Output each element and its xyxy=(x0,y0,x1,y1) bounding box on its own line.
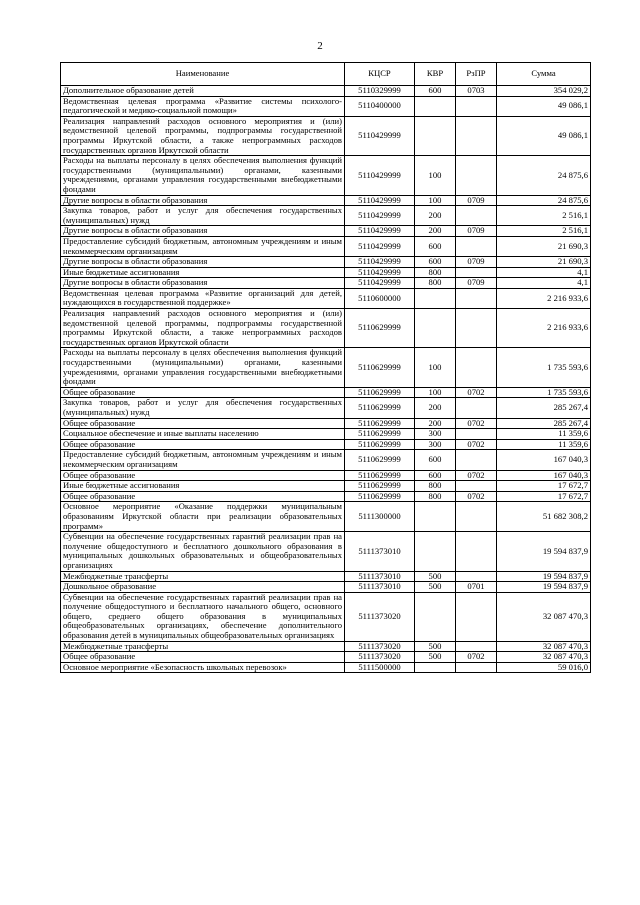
row-kvr: 800 xyxy=(415,491,456,502)
row-kvr: 100 xyxy=(415,195,456,206)
row-rzpr: 0709 xyxy=(456,226,497,237)
row-name: Расходы на выплаты персоналу в целях обеспечения выполнения функций государственными (муниципальными) органами, казенными учреждениями, органами управления государственными внебюджетными фондами xyxy=(61,156,345,195)
table-row xyxy=(61,257,591,268)
row-kvr: 800 xyxy=(415,481,456,492)
row-sum: 4,1 xyxy=(497,267,591,278)
row-kvr: 200 xyxy=(415,226,456,237)
row-rzpr xyxy=(456,348,497,387)
row-kvr: 600 xyxy=(415,236,456,256)
row-kcsr: 5110629999 xyxy=(345,348,415,387)
row-sum: 19 594 837,9 xyxy=(497,582,591,593)
row-name: Общее образование xyxy=(61,470,345,481)
row-name: Межбюджетные трансферты xyxy=(61,571,345,582)
table-row xyxy=(61,226,591,237)
row-sum: 17 672,7 xyxy=(497,491,591,502)
row-rzpr xyxy=(456,481,497,492)
row-kvr: 100 xyxy=(415,348,456,387)
row-sum: 19 594 837,9 xyxy=(497,571,591,582)
header-kcsr: КЦСР xyxy=(345,63,415,86)
row-kcsr: 5111373020 xyxy=(345,652,415,663)
row-kcsr: 5111500000 xyxy=(345,662,415,673)
table-row xyxy=(61,582,591,593)
row-rzpr xyxy=(456,502,497,532)
row-kcsr: 5111373020 xyxy=(345,641,415,652)
row-rzpr: 0702 xyxy=(456,387,497,398)
row-kvr xyxy=(415,662,456,673)
row-sum: 2 216 933,6 xyxy=(497,288,591,308)
table-row xyxy=(61,116,591,155)
row-rzpr xyxy=(456,641,497,652)
row-sum: 19 594 837,9 xyxy=(497,532,591,571)
row-name: Закупка товаров, работ и услуг для обеспечения государственных (муниципальных) нужд xyxy=(61,206,345,226)
header-name: Наименование xyxy=(61,63,345,86)
row-name: Ведомственная целевая программа «Развитие системы психолого-педагогической и медико-социальной помощи» xyxy=(61,96,345,116)
table-row xyxy=(61,481,591,492)
row-kvr: 500 xyxy=(415,582,456,593)
row-kcsr: 5110629999 xyxy=(345,418,415,429)
row-kcsr: 5111373010 xyxy=(345,532,415,571)
row-rzpr xyxy=(456,116,497,155)
row-kvr: 200 xyxy=(415,206,456,226)
row-sum: 32 087 470,3 xyxy=(497,592,591,641)
row-kvr: 200 xyxy=(415,398,456,418)
row-sum: 17 672,7 xyxy=(497,481,591,492)
row-rzpr xyxy=(456,532,497,571)
row-kvr xyxy=(415,502,456,532)
row-name: Предоставление субсидий бюджетным, автономным учреждениям и иным некоммерческим организациям xyxy=(61,450,345,470)
row-kvr xyxy=(415,309,456,348)
row-name: Расходы на выплаты персоналу в целях обеспечения выполнения функций государственными (муниципальными) органами, казенными учреждениями, органами управления государственными внебюджетными фондами xyxy=(61,348,345,387)
header-rzpr: РзПР xyxy=(456,63,497,86)
row-sum: 285 267,4 xyxy=(497,418,591,429)
row-rzpr: 0709 xyxy=(456,278,497,289)
row-name: Иные бюджетные ассигнования xyxy=(61,481,345,492)
row-sum: 32 087 470,3 xyxy=(497,641,591,652)
row-kvr xyxy=(415,116,456,155)
table-row xyxy=(61,195,591,206)
row-sum: 2 216 933,6 xyxy=(497,309,591,348)
row-kvr: 800 xyxy=(415,267,456,278)
table-row xyxy=(61,429,591,440)
table-row xyxy=(61,592,591,641)
table-row xyxy=(61,450,591,470)
table-row xyxy=(61,532,591,571)
row-rzpr: 0702 xyxy=(456,470,497,481)
row-rzpr: 0702 xyxy=(456,439,497,450)
table-row xyxy=(61,502,591,532)
row-sum: 49 086,1 xyxy=(497,116,591,155)
row-name: Основное мероприятие «Безопасность школьных перевозок» xyxy=(61,662,345,673)
row-kvr xyxy=(415,96,456,116)
header-sum: Сумма xyxy=(497,63,591,86)
row-name: Общее образование xyxy=(61,387,345,398)
row-kcsr: 5110429999 xyxy=(345,156,415,195)
row-name: Другие вопросы в области образования xyxy=(61,278,345,289)
row-name: Другие вопросы в области образования xyxy=(61,226,345,237)
row-name: Реализация направлений расходов основного мероприятия и (или) ведомственной целевой программы, подпрограммы государственной программы Иркутской области, а также непрограммных расходов государственных органов Иркутской области xyxy=(61,309,345,348)
table-row xyxy=(61,288,591,308)
row-kvr: 600 xyxy=(415,470,456,481)
row-kvr xyxy=(415,532,456,571)
row-kcsr: 5110629999 xyxy=(345,387,415,398)
table-row xyxy=(61,278,591,289)
row-sum: 59 016,0 xyxy=(497,662,591,673)
row-kvr: 500 xyxy=(415,571,456,582)
row-sum: 167 040,3 xyxy=(497,450,591,470)
row-sum: 4,1 xyxy=(497,278,591,289)
row-name: Ведомственная целевая программа «Развитие организаций для детей, нуждающихся в государственной поддержке» xyxy=(61,288,345,308)
table-row xyxy=(61,418,591,429)
row-kcsr: 5110429999 xyxy=(345,267,415,278)
row-sum: 1 735 593,6 xyxy=(497,387,591,398)
row-rzpr: 0702 xyxy=(456,418,497,429)
row-kvr: 600 xyxy=(415,450,456,470)
row-sum: 21 690,3 xyxy=(497,257,591,268)
table-row xyxy=(61,86,591,97)
row-rzpr: 0703 xyxy=(456,86,497,97)
row-name: Социальное обеспечение и иные выплаты населению xyxy=(61,429,345,440)
row-sum: 24 875,6 xyxy=(497,156,591,195)
row-name: Другие вопросы в области образования xyxy=(61,195,345,206)
row-sum: 285 267,4 xyxy=(497,398,591,418)
row-rzpr xyxy=(456,309,497,348)
row-rzpr xyxy=(456,156,497,195)
row-kcsr: 5110429999 xyxy=(345,195,415,206)
row-name: Межбюджетные трансферты xyxy=(61,641,345,652)
table-row xyxy=(61,206,591,226)
table-row xyxy=(61,309,591,348)
row-kcsr: 5110429999 xyxy=(345,206,415,226)
table-row xyxy=(61,652,591,663)
row-rzpr xyxy=(456,206,497,226)
row-name: Общее образование xyxy=(61,439,345,450)
row-kvr: 100 xyxy=(415,156,456,195)
row-kcsr: 5110429999 xyxy=(345,257,415,268)
page-number: 2 xyxy=(317,40,323,52)
row-name: Основное мероприятие «Оказание поддержки муниципальным образованиям Иркутской области при реализации образовательных программ» xyxy=(61,502,345,532)
table-row xyxy=(61,662,591,673)
row-kvr: 600 xyxy=(415,86,456,97)
row-kcsr: 5110629999 xyxy=(345,439,415,450)
row-kcsr: 5111373010 xyxy=(345,571,415,582)
row-kcsr: 5110629999 xyxy=(345,450,415,470)
row-kcsr: 5110629999 xyxy=(345,429,415,440)
table-row xyxy=(61,96,591,116)
row-rzpr xyxy=(456,267,497,278)
row-rzpr xyxy=(456,398,497,418)
row-kcsr: 5110629999 xyxy=(345,481,415,492)
row-name: Реализация направлений расходов основного мероприятия и (или) ведомственной целевой программы, подпрограммы государственной программы Иркутской области, а также непрограммных расходов государственных органов Иркутской области xyxy=(61,116,345,155)
row-name: Закупка товаров, работ и услуг для обеспечения государственных (муниципальных) нужд xyxy=(61,398,345,418)
row-name: Дополнительное образование детей xyxy=(61,86,345,97)
row-name: Общее образование xyxy=(61,491,345,502)
row-rzpr xyxy=(456,96,497,116)
row-sum: 11 359,6 xyxy=(497,429,591,440)
header-kvr: КВР xyxy=(415,63,456,86)
row-name: Субвенции на обеспечение государственных гарантий реализации прав на получение общедоступного и бесплатного дошкольного образования в муниципальных дошкольных образовательных и общеобразовательных организациях xyxy=(61,532,345,571)
row-kcsr: 5110400000 xyxy=(345,96,415,116)
row-name: Другие вопросы в области образования xyxy=(61,257,345,268)
row-kvr: 600 xyxy=(415,257,456,268)
row-name: Дошкольное образование xyxy=(61,582,345,593)
row-sum: 2 516,1 xyxy=(497,206,591,226)
row-kcsr: 5110629999 xyxy=(345,470,415,481)
row-rzpr: 0709 xyxy=(456,195,497,206)
row-rzpr xyxy=(456,592,497,641)
row-kcsr: 5110629999 xyxy=(345,309,415,348)
row-kvr xyxy=(415,592,456,641)
row-kvr: 100 xyxy=(415,387,456,398)
row-kcsr: 5110329999 xyxy=(345,86,415,97)
row-kcsr: 5110429999 xyxy=(345,278,415,289)
table-row xyxy=(61,641,591,652)
row-kcsr: 5110429999 xyxy=(345,236,415,256)
row-sum: 1 735 593,6 xyxy=(497,348,591,387)
row-name: Субвенции на обеспечение государственных гарантий реализации прав на получение общедоступного и бесплатного начального общего, основного общего, среднего общего образования в муниципальных общеобразовательных организациях, обеспечение дополнительного образования детей в муниципальных общеобразовательных организациях xyxy=(61,592,345,641)
row-kvr: 300 xyxy=(415,429,456,440)
row-rzpr xyxy=(456,288,497,308)
row-kcsr: 5111373010 xyxy=(345,582,415,593)
table-row xyxy=(61,398,591,418)
row-name: Предоставление субсидий бюджетным, автономным учреждениям и иным некоммерческим организациям xyxy=(61,236,345,256)
row-kvr: 500 xyxy=(415,641,456,652)
row-sum: 51 682 308,2 xyxy=(497,502,591,532)
row-rzpr: 0702 xyxy=(456,652,497,663)
row-rzpr xyxy=(456,236,497,256)
row-kcsr: 5111373020 xyxy=(345,592,415,641)
table-row xyxy=(61,571,591,582)
row-rzpr xyxy=(456,429,497,440)
row-sum: 167 040,3 xyxy=(497,470,591,481)
row-kvr: 500 xyxy=(415,652,456,663)
row-sum: 21 690,3 xyxy=(497,236,591,256)
row-kcsr: 5110629999 xyxy=(345,398,415,418)
row-sum: 11 359,6 xyxy=(497,439,591,450)
row-kvr: 300 xyxy=(415,439,456,450)
row-rzpr xyxy=(456,450,497,470)
row-kvr xyxy=(415,288,456,308)
row-kvr: 800 xyxy=(415,278,456,289)
row-sum: 2 516,1 xyxy=(497,226,591,237)
row-name: Общее образование xyxy=(61,418,345,429)
row-kcsr: 5110629999 xyxy=(345,491,415,502)
row-kvr: 200 xyxy=(415,418,456,429)
table-row xyxy=(61,267,591,278)
row-kcsr: 5110600000 xyxy=(345,288,415,308)
table-row xyxy=(61,439,591,450)
table-row xyxy=(61,348,591,387)
table-row xyxy=(61,491,591,502)
table-row xyxy=(61,236,591,256)
row-kcsr: 5110429999 xyxy=(345,116,415,155)
row-sum: 32 087 470,3 xyxy=(497,652,591,663)
table-row xyxy=(61,156,591,195)
table-row xyxy=(61,470,591,481)
row-name: Иные бюджетные ассигнования xyxy=(61,267,345,278)
row-kcsr: 5110429999 xyxy=(345,226,415,237)
row-sum: 49 086,1 xyxy=(497,96,591,116)
row-rzpr: 0709 xyxy=(456,257,497,268)
table-row xyxy=(61,387,591,398)
table-header-row xyxy=(61,63,591,86)
row-name: Общее образование xyxy=(61,652,345,663)
budget-table xyxy=(60,62,591,673)
row-rzpr: 0701 xyxy=(456,582,497,593)
row-sum: 24 875,6 xyxy=(497,195,591,206)
row-rzpr xyxy=(456,662,497,673)
row-kcsr: 5111300000 xyxy=(345,502,415,532)
row-sum: 354 029,2 xyxy=(497,86,591,97)
row-rzpr: 0702 xyxy=(456,491,497,502)
row-rzpr xyxy=(456,571,497,582)
